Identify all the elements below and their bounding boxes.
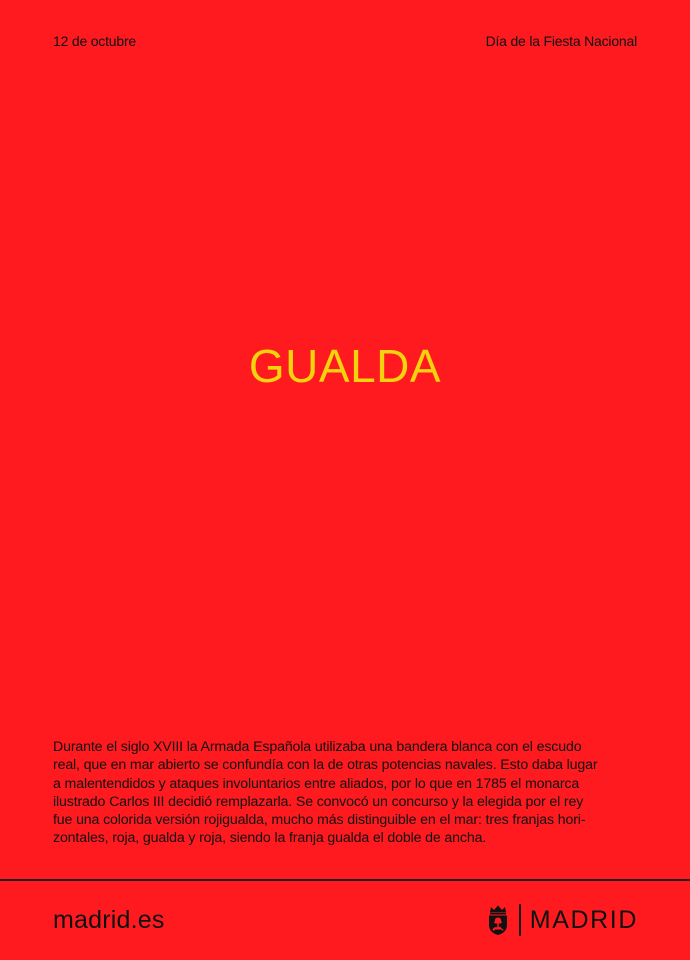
body-line: a malentendidos y ataques involuntarios entre aliados, por lo que en 1785 el monarca [53,775,580,792]
date-label: 12 de octubre [53,33,137,49]
website-link[interactable]: madrid.es [53,906,165,934]
body-line: zontales, roja, gualda y roja, siendo la franja gualda el doble de ancha. [53,830,487,847]
madrid-wordmark: MADRID [529,906,638,934]
headline-title: GUALDA [248,340,442,392]
body-line: Durante el siglo XVIII la Armada Española utilizaba una bandera blanca con el escudo [53,739,582,755]
madrid-logo[interactable] [486,903,638,937]
body-line: fue una colorida versión rojigualda, mucho más distinguible en el mar: tres franjas hori- [53,812,586,829]
body-paragraph [53,738,643,848]
logo-divider [519,904,521,936]
body-line: ilustrado Carlos III decidió remplazarla. Se convocó un concurso y la elegida por el rey [53,793,584,810]
event-label: Día de la Fiesta Nacional [485,33,637,49]
madrid-crest-icon [486,904,510,936]
body-line: real, que en mar abierto se confundía con la de otras potencias navales. Esto daba lugar [53,757,598,774]
footer-divider [0,879,690,881]
